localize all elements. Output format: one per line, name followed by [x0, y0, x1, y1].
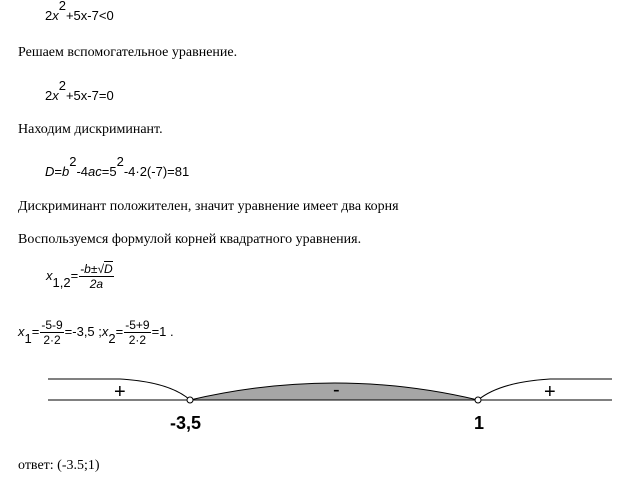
inequality-coef: 2 [45, 8, 53, 23]
x1-denominator: 2·2 [43, 333, 61, 347]
equation-exponent: 2 [58, 78, 66, 93]
minus-four: -4 [76, 164, 89, 179]
d-symbol: D [45, 164, 55, 179]
x-subscript: 1,2 [52, 274, 71, 290]
point-label-left: -3,5 [170, 413, 202, 433]
equation-var: x [52, 88, 59, 103]
inequality-exponent: 2 [58, 0, 66, 13]
x2-symbol: x [101, 323, 109, 339]
discriminant-tail: -4·2(-7)=81 [123, 164, 190, 179]
ac-symbol: ac [88, 164, 102, 179]
equals-sign: = [54, 164, 62, 179]
x1-numerator: -5-9 [41, 318, 63, 332]
step-text-3: Дискриминант положителен, значит уравнение имеет два корня [18, 199, 399, 214]
point-label-right: 1 [474, 413, 485, 433]
equation-rest: +5x-7=0 [65, 88, 114, 103]
x1-symbol: x [18, 323, 25, 339]
interval-sign-left: + [114, 381, 126, 403]
equals-sign: = [31, 323, 40, 339]
roots-formula [46, 262, 115, 291]
equals-five: =5 [101, 164, 117, 179]
roots-numerator [79, 262, 114, 277]
x1-fraction [40, 318, 63, 347]
x1-subscript: 1 [24, 330, 32, 346]
numerator-prefix: -b± [80, 262, 98, 276]
step-text-2: Находим дискриминант. [18, 122, 163, 137]
number-line-diagram [0, 370, 633, 440]
roots-fraction [79, 262, 114, 291]
x-symbol: x [46, 267, 53, 283]
x2-denominator: 2·2 [128, 333, 147, 347]
inequality-rest: +5x-7<0 [65, 8, 114, 23]
discriminant-formula [45, 154, 190, 179]
x2-numerator: -5+9 [125, 318, 150, 332]
x2-value: =1 . [151, 323, 174, 339]
computed-roots [18, 318, 174, 347]
step-text-4: Воспользуемся формулой корней квадратного уравнения. [18, 232, 362, 247]
b-exponent: 2 [69, 154, 77, 169]
inequality [45, 0, 114, 23]
five-exponent: 2 [116, 154, 124, 169]
equals-sign: = [70, 267, 79, 283]
open-point-left [187, 397, 193, 403]
b-symbol: b [61, 164, 70, 179]
roots-denominator: 2a [89, 277, 104, 291]
x2-fraction [124, 318, 150, 347]
equals-sign: = [115, 323, 124, 339]
answer: ответ: (-3.5;1) [18, 458, 100, 473]
sqrt-radicand: D [104, 262, 113, 276]
open-point-right [475, 397, 481, 403]
x2-subscript: 2 [108, 330, 116, 346]
sqrt-icon: √ [97, 262, 105, 276]
x1-value: =-3,5 ; [64, 323, 102, 339]
step-text-1: Решаем вспомогательное уравнение. [18, 45, 238, 60]
inequality-var: x [52, 8, 59, 23]
interval-sign-middle: - [333, 379, 340, 401]
equation-coef: 2 [45, 88, 53, 103]
auxiliary-equation [45, 78, 114, 103]
interval-sign-right: + [544, 381, 556, 403]
